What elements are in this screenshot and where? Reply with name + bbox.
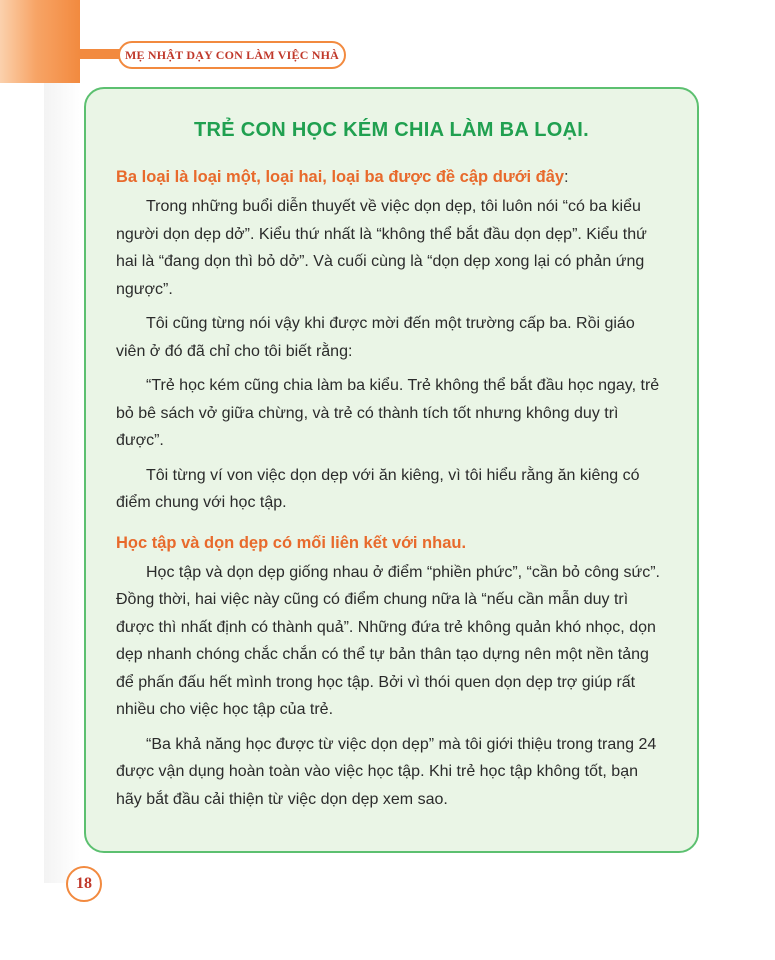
page-edge-shadow xyxy=(44,83,80,883)
running-header xyxy=(118,41,346,69)
section1-paragraph-2: Tôi cũng từng nói vậy khi được mời đến một trường cấp ba. Rồi giáo viên ở đó đã chỉ cho tôi biết rằng: xyxy=(116,315,635,360)
section2-paragraph-2: “Ba khả năng học được từ việc dọn dẹp” mà tôi giới thiệu trong trang 24 được vận dụng hoàn toàn vào việc học tập. Khi trẻ học tập không tốt, bạn hãy bắt đầu cải thiện từ việc dọn dẹp xem sao. xyxy=(116,735,657,808)
running-title: MẸ NHẬT DẠY CON LÀM VIỆC NHÀ xyxy=(124,47,340,62)
section1-paragraph-1: Trong những buổi diễn thuyết về việc dọn dẹp, tôi luôn nói “có ba kiểu người dọn dẹp dở”. Kiểu thứ nhất là “không thể bắt đầu dọn dẹp”. Kiểu thứ hai là “đang dọn thì bỏ dở”. Và cuối cùng là “dọn dẹp xong lại có phản ứng ngược”. xyxy=(116,198,647,298)
section1-heading xyxy=(116,168,667,187)
page-number-badge xyxy=(66,866,102,902)
corner-decoration xyxy=(0,0,80,83)
section1-paragraph-3: “Trẻ học kém cũng chia làm ba kiểu. Trẻ không thể bắt đầu học ngay, trẻ bỏ bê sách vở giữa chừng, và trẻ có thành tích tốt nhưng không duy trì được”. xyxy=(116,377,660,449)
section1-paragraph-4: Tôi từng ví von việc dọn dẹp với ăn kiêng, vì tôi hiểu rằng ăn kiêng có điểm chung với học tập. xyxy=(116,466,640,511)
section-gap xyxy=(116,524,667,534)
page-number: 18 xyxy=(76,875,92,892)
section1-heading-text: Ba loại là loại một, loại hai, loại ba được đề cập dưới đây xyxy=(116,168,565,186)
section2-paragraph-1: Học tập và dọn dẹp giống nhau ở điểm “phiền phức”, “cần bỏ công sức”. Đồng thời, hai việc này cũng có điểm chung nữa là “nếu cần mẫn duy trì được thì nhất định có thành quả”. Những đứa trẻ không quản khó nhọc, dọn dẹp nhanh chóng chắc chắn có thể tự bản thân tạo dựng nên một nền tảng để phấn đấu hết mình trong học tập. Bởi vì thói quen dọn dẹp trợ giúp rất nhiều cho việc học tập của trẻ. xyxy=(116,563,660,718)
content-box xyxy=(84,87,699,853)
box-title: TRẺ CON HỌC KÉM CHIA LÀM BA LOẠI. xyxy=(193,119,590,141)
section1-heading-colon: : xyxy=(564,168,569,186)
section2-heading: Học tập và dọn dẹp có mối liên kết với nhau. xyxy=(116,533,467,552)
